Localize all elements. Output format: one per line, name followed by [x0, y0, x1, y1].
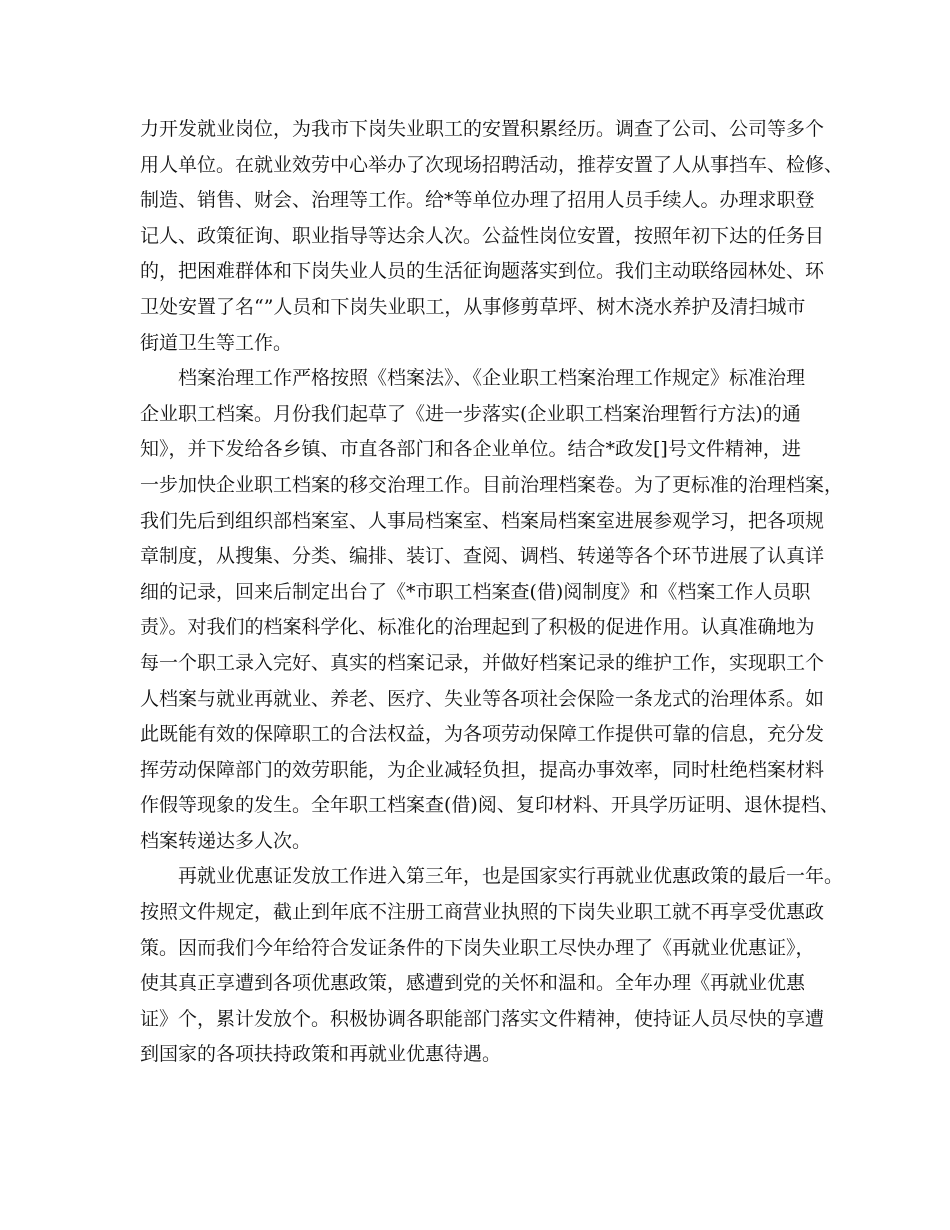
text-line: 此既能有效的保障职工的合法权益，为各项劳动保障工作提供可靠的信息，充分发 — [140, 723, 825, 746]
text-line: 制造、销售、财会、治理等工作。给*等单位办理了招用人员手续人。办理求职登 — [140, 189, 815, 212]
text-line: 的，把困难群体和下岗失业人员的生活征询题落实到位。我们主动联络园林处、环 — [140, 260, 825, 283]
text-line: 档案治理工作严格按照《档案法》、《企业职工档案治理工作规定》标准治理 — [178, 367, 806, 390]
text-line: 企业职工档案。月份我们起草了《进一步落实(企业职工档案治理暂行方法)的通 — [140, 402, 801, 425]
text-line: 用人单位。在就业效劳中心举办了次现场招聘活动，推荐安置了人从事挡车、检修、 — [140, 153, 844, 176]
text-line: 一步加快企业职工档案的移交治理工作。目前治理档案卷。为了更标准的治理档案， — [140, 473, 844, 496]
text-line: 作假等现象的发生。全年职工档案查(借)阅、复印材料、开具学历证明、退休提档、 — [140, 794, 839, 817]
text-line: 证》个，累计发放个。积极协调各职能部门落实文件精神，使持证人员尽快的享遭 — [140, 1007, 825, 1030]
text-line: 档案转递达多人次。 — [140, 829, 312, 852]
text-line: 按照文件规定，截止到年底不注册工商营业执照的下岗失业职工就不再享受优惠政 — [140, 901, 825, 924]
text-line: 记人、政策征询、职业指导等达余人次。公益性岗位安置，按照年初下达的任务目 — [140, 224, 825, 247]
text-line: 到国家的各项扶持政策和再就业优惠待遇。 — [140, 1043, 502, 1066]
paragraph-job-placement — [140, 112, 844, 361]
document-body — [140, 112, 844, 1073]
text-line: 我们先后到组织部档案室、人事局档案室、档案局档案室进展参观学习，把各项规 — [140, 509, 825, 532]
text-line: 知》，并下发给各乡镇、市直各部门和各企业单位。结合*政发[]号文件精神，进 — [140, 438, 801, 461]
text-line: 使其真正享遭到各项优惠政策，感遭到党的关怀和温和。全年办理《再就业优惠 — [140, 972, 806, 995]
paragraph-reemployment-certificate — [140, 859, 844, 1073]
text-line: 细的记录，回来后制定出台了《*市职工档案查(借)阅制度》和《档案工作人员职 — [140, 580, 811, 603]
text-line: 再就业优惠证发放工作进入第三年，也是国家实行再就业优惠政策的最后一年。 — [178, 865, 844, 888]
text-line: 街道卫生等工作。 — [140, 331, 293, 354]
text-line: 每一个职工录入完好、真实的档案记录，并做好档案记录的维护工作，实现职工个 — [140, 651, 825, 674]
text-line: 责》。对我们的档案科学化、标准化的治理起到了积极的促进作用。认真准确地为 — [140, 616, 815, 639]
text-line: 力开发就业岗位，为我市下岗失业职工的安置积累经历。调查了公司、公司等多个 — [140, 118, 825, 140]
text-line: 章制度，从搜集、分类、编排、装订、查阅、调档、转递等各个环节进展了认真详 — [140, 545, 825, 568]
text-line: 卫处安置了名“”人员和下岗失业职工，从事修剪草坪、树木浇水养护及清扫城市 — [140, 295, 806, 318]
text-line: 人档案与就业再就业、养老、医疗、失业等各项社会保险一条龙式的治理体系。如 — [140, 687, 825, 710]
paragraph-archive-management — [140, 361, 844, 859]
text-line: 策。因而我们今年给符合发证条件的下岗失业职工尽快办理了《再就业优惠证》， — [140, 936, 815, 959]
text-line: 挥劳动保障部门的效劳职能，为企业减轻负担，提高办事效率，同时杜绝档案材料 — [140, 758, 825, 781]
